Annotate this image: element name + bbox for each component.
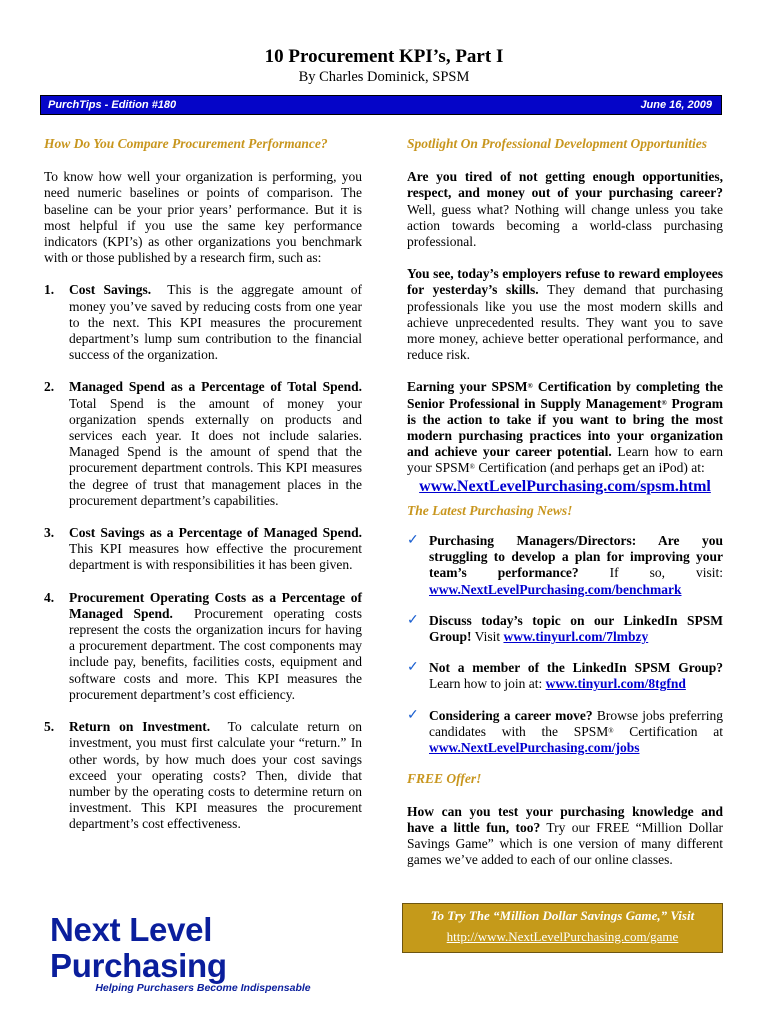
free-offer-paragraph <box>407 804 723 869</box>
spotlight-paragraph-1 <box>407 169 723 250</box>
left-heading: How Do You Compare Procurement Performance? <box>44 136 328 151</box>
news-bold: Considering a career move? <box>429 707 593 723</box>
kpi-text: Total Spend is the amount of money your organization spends externally on products and services each year. It does not include salaries. Managed Spend is the amount of spend that the procurement department controls. This KPI measures the degree of trust that management places in the procurement department’s capabilities. <box>69 395 362 508</box>
kpi-text: This is the aggregate amount of money you’ve saved by reducing costs from one year to the next. This KPI measures the procurement department’s lump sum contribution to the financial success of the organization. <box>69 282 362 363</box>
news-text: Learn how to join at: <box>429 676 546 692</box>
spotlight-heading: Spotlight On Professional Development Opportunities <box>407 136 708 151</box>
spotlight-paragraph-3 <box>407 379 723 476</box>
promo-text: To Try The “Million Dollar Savings Game,” Visit <box>430 908 695 923</box>
benchmark-link[interactable]: www.NextLevelPurchasing.com/benchmark <box>429 581 682 597</box>
company-logo <box>44 911 362 994</box>
kpi-item-2 <box>44 379 362 509</box>
kpi-term: Return on Investment. <box>69 719 211 735</box>
logo-tagline: Helping Purchasers Become Indispensable <box>95 982 311 994</box>
check-icon: ✓ <box>407 612 419 628</box>
jobs-link[interactable]: www.NextLevelPurchasing.com/jobs <box>429 740 640 756</box>
kpi-term: Managed Spend as a Percentage of Total Spend. <box>69 379 362 395</box>
p4-bold: How can you test your purchasing knowledge and have a little fun, too? <box>407 803 723 835</box>
page-header <box>0 46 768 86</box>
kpi-item-3 <box>44 525 362 574</box>
reg-mark: ® <box>469 463 475 472</box>
logo-name: Next Level Purchasing <box>50 911 227 984</box>
kpi-item-4 <box>44 590 362 703</box>
p3-text-b: Certification (and perhaps get an iPod) at: <box>474 460 705 476</box>
join-group-link[interactable]: www.tinyurl.com/8tgfnd <box>545 676 686 692</box>
p2-text: They demand that purchasing professionals like you use the most modern skills and achieve unprecedented results. They want you to save more money, achieve better operational performance, and reduce risk. <box>407 282 723 363</box>
right-column <box>407 136 723 868</box>
p2-bold: You see, today’s employers refuse to reward employees for yesterday’s skills. <box>407 266 723 298</box>
free-offer-heading: FREE Offer! <box>407 771 482 787</box>
left-column <box>44 136 362 833</box>
news-text-a: Browse jobs preferring candidates with the SPSM <box>429 707 723 739</box>
spotlight-paragraph-2 <box>407 266 723 363</box>
kpi-text: Procurement operating costs represent the costs the organization incurs for having a procurement department. The cost components may include pay, benefits, facilities costs, equipment and software costs and more. This KPI measures the procurement department’s cost efficiency. <box>69 605 363 702</box>
check-icon: ✓ <box>407 533 419 549</box>
p3-bold-b: Certification by completing the Senior Professional in Supply Management <box>407 379 723 411</box>
p4-text: Try our FREE “Million Dollar Savings Game” which is one version of many different games we’ve added to each of our online classes. <box>407 819 724 868</box>
kpi-number: 3. <box>44 525 55 541</box>
news-bold: Purchasing Managers/Directors: Are you struggling to develop a plan for improving your team’s performance? <box>429 533 723 581</box>
news-item-1 <box>407 533 723 598</box>
news-text: Visit <box>471 629 504 645</box>
edition-bar <box>40 95 722 115</box>
page-title: 10 Procurement KPI’s, Part I <box>264 46 504 67</box>
reg-mark: ® <box>661 398 667 407</box>
reg-mark: ® <box>527 382 533 391</box>
game-promo-box <box>402 903 723 953</box>
news-bold: Discuss today’s topic on our LinkedIn SPSM Group! <box>429 612 723 645</box>
kpi-term: Cost Savings. <box>69 282 152 298</box>
check-icon: ✓ <box>407 660 419 676</box>
kpi-item-5 <box>44 719 362 832</box>
news-text-b: Certification at <box>613 723 723 739</box>
linkedin-group-link[interactable]: www.tinyurl.com/7lmbzy <box>503 629 649 645</box>
p3-text-a: Learn how to earn your SPSM <box>407 444 723 476</box>
p1-bold: Are you tired of not getting enough opportunities, respect, and money out of your purchasing career? <box>407 169 723 201</box>
edition-date: June 16, 2009 <box>640 99 712 111</box>
news-item-2 <box>407 613 723 645</box>
kpi-number: 1. <box>44 282 55 298</box>
news-item-3 <box>407 660 723 692</box>
kpi-number: 2. <box>44 379 55 395</box>
p3-bold-c: Program is the action to take if you want to bring the most modern purchasing practices into your organization and achieve your career potential. <box>407 395 724 460</box>
kpi-term: Cost Savings as a Percentage of Managed Spend. <box>69 525 362 541</box>
news-text: If so, visit: <box>578 565 723 581</box>
kpi-text: This KPI measures how effective the procurement department is with responsibilities it has been given. <box>69 541 362 573</box>
kpi-term: Procurement Operating Costs as a Percentage of Managed Spend. <box>69 589 362 621</box>
kpi-text: To calculate return on investment, you must first calculate your “return.” In other words, by how much does your cost savings exceed your operating costs? Then, divide that number by the operating costs to determine return on investment. This KPI measures the procurement department’s cost effectiveness. <box>69 719 363 832</box>
kpi-item-1 <box>44 282 362 363</box>
spsm-link[interactable]: www.NextLevelPurchasing.com/spsm.html <box>419 477 711 495</box>
p1-text: Well, guess what? Nothing will change unless you take action towards becoming a world-class purchasing professional. <box>407 201 723 250</box>
p3-bold-a: Earning your SPSM <box>407 379 528 395</box>
news-item-4 <box>407 708 723 757</box>
reg-mark: ® <box>608 726 614 735</box>
game-link[interactable]: http://www.NextLevelPurchasing.com/game <box>446 929 679 944</box>
check-icon: ✓ <box>407 707 419 723</box>
edition-label: PurchTips - Edition #180 <box>48 99 177 111</box>
news-heading: The Latest Purchasing News! <box>407 502 573 518</box>
kpi-number: 5. <box>44 719 55 735</box>
intro-paragraph: To know how well your organization is performing, you need numeric baselines or points of comparison. The baseline can be your prior years’ performance. But it is most helpful if you use the same key performance indicators (KPI’s) as other organizations you benchmark with or those published by a research firm, such as: <box>44 169 362 266</box>
news-bold: Not a member of the LinkedIn SPSM Group? <box>429 660 723 676</box>
kpi-number: 4. <box>44 589 55 605</box>
byline: By Charles Dominick, SPSM <box>298 69 470 85</box>
